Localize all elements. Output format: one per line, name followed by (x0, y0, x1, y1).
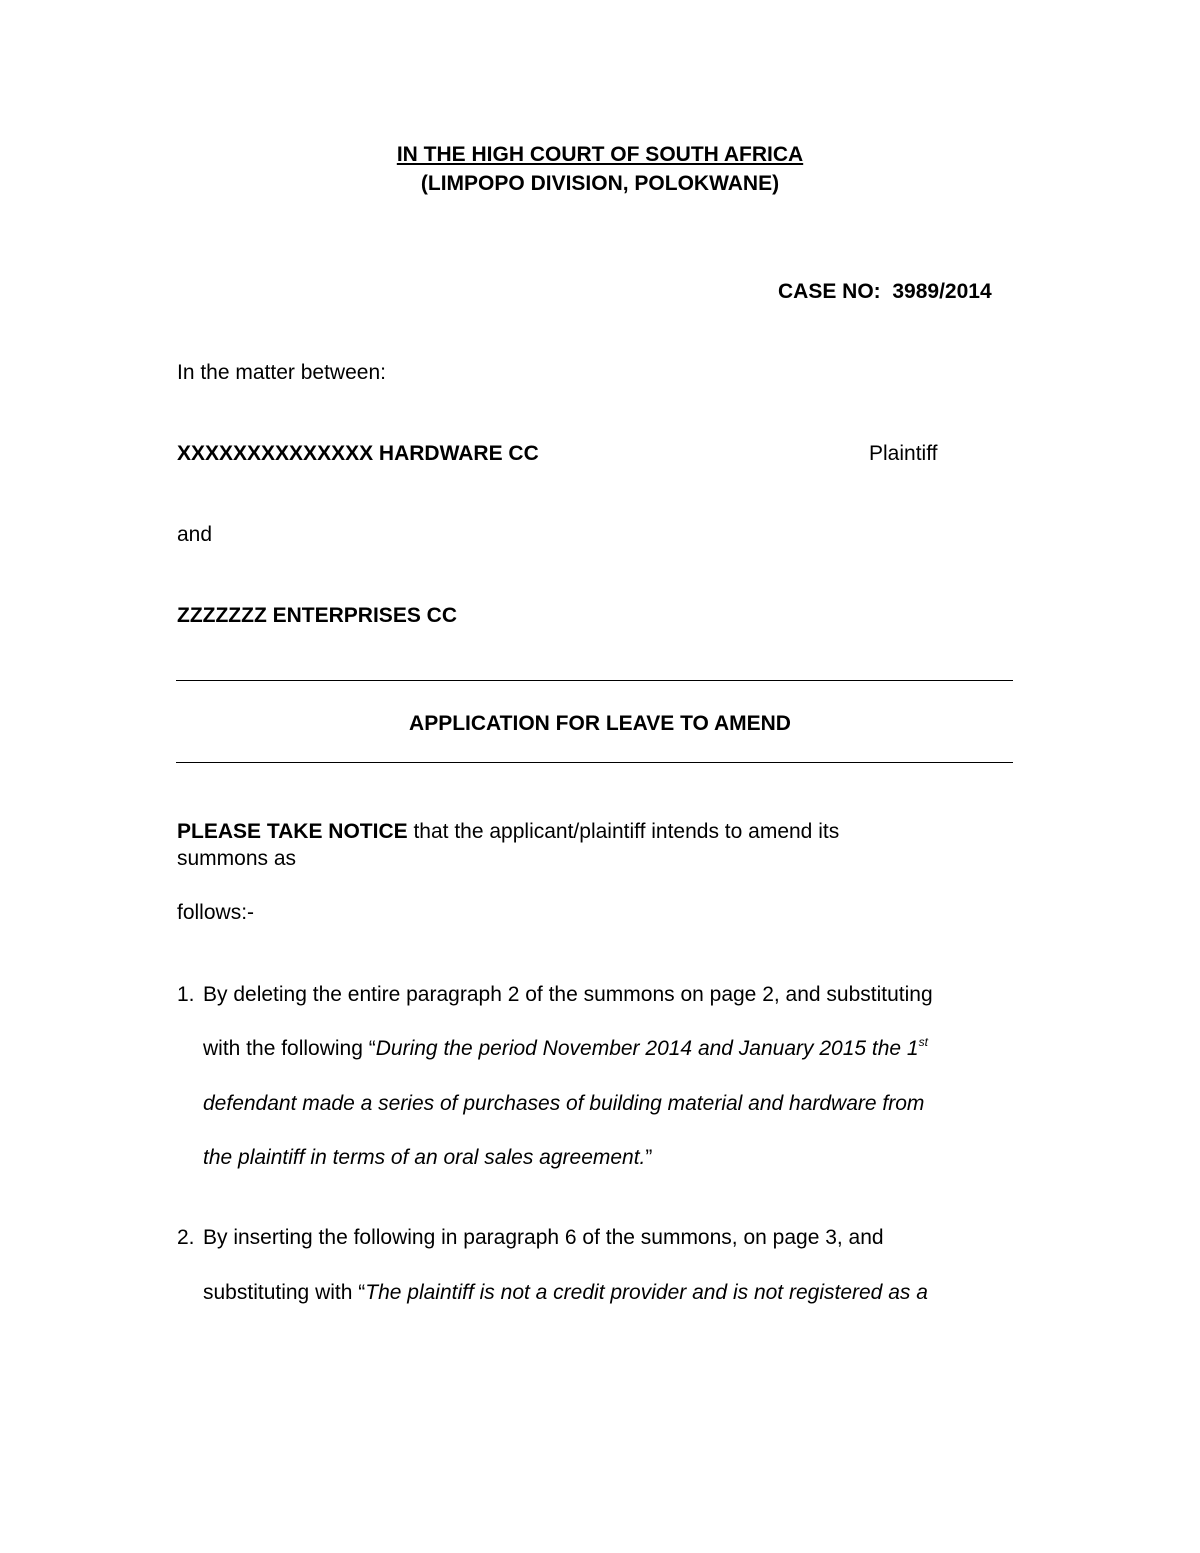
case-number-line (778, 280, 992, 304)
document-title: APPLICATION FOR LEAVE TO AMEND (409, 712, 791, 735)
item-1-superscript: st (918, 1035, 928, 1049)
notice-line-3: follows:- (177, 901, 255, 924)
division-heading: (LIMPOPO DIVISION, POLOKWANE) (420, 172, 780, 195)
item-1-line-4 (203, 1146, 652, 1170)
item-1-line-4-end: ” (645, 1146, 653, 1169)
notice-line-2: summons as (177, 847, 297, 870)
item-2-number: 2. (177, 1226, 195, 1249)
title-rule-top (176, 680, 1013, 681)
item-2-line-2 (203, 1281, 928, 1305)
title-rule-bottom (176, 762, 1013, 763)
parties-conjunction: and (177, 523, 213, 546)
court-heading: IN THE HIGH COURT OF SOUTH AFRICA (396, 143, 804, 166)
notice-line-1 (177, 820, 839, 844)
item-1-line-2-italic: During the period November 2014 and January 2015 the 1 (375, 1037, 919, 1060)
item-1-line-2 (203, 1037, 928, 1061)
notice-lead: PLEASE TAKE NOTICE (177, 820, 408, 843)
case-number: 3989/2014 (892, 280, 992, 303)
item-1-line-3: defendant made a series of purchases of building material and hardware from (203, 1092, 925, 1115)
case-label: CASE NO: (778, 280, 881, 303)
item-2-line-2-plain: substituting with “ (203, 1281, 366, 1304)
item-1-line-1: By deleting the entire paragraph 2 of the summons on page 2, and substituting (203, 983, 933, 1006)
item-1-line-4-italic: the plaintiff in terms of an oral sales agreement. (203, 1146, 646, 1169)
plaintiff-role: Plaintiff (869, 442, 938, 465)
item-2-line-1: By inserting the following in paragraph 6 of the summons, on page 3, and (203, 1226, 884, 1249)
item-1-number: 1. (177, 983, 195, 1006)
defendant-name: ZZZZZZZ ENTERPRISES CC (177, 604, 457, 627)
item-2-line-2-italic: The plaintiff is not a credit provider and is not registered as a (365, 1281, 928, 1304)
parties-intro: In the matter between: (177, 361, 386, 384)
plaintiff-name: XXXXXXXXXXXXXX HARDWARE CC (177, 442, 539, 465)
item-1-line-2-plain: with the following “ (203, 1037, 376, 1060)
notice-lead-rest: that the applicant/plaintiff intends to amend its (407, 820, 840, 843)
